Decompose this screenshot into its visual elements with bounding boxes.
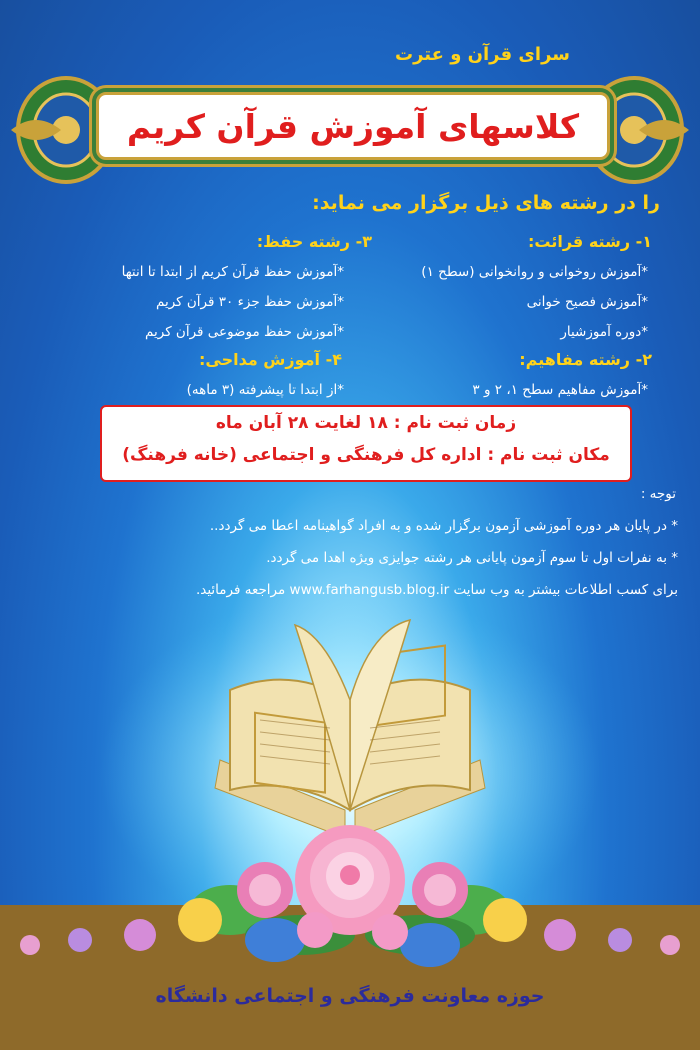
list-item: *آموزش مفاهیم سطح ۱، ۲ و ۳ bbox=[472, 382, 648, 398]
section-heading-mafahim: ۲- رشته مفاهیم: bbox=[519, 350, 652, 369]
notes-title: توجه : bbox=[640, 486, 676, 502]
note-line-2: * به نفرات اول تا سوم آزمون پایانی هر رشته جوایزی ویژه اهدا می گردد. bbox=[266, 550, 678, 566]
list-item: *آموزش حفظ جزء ۳۰ قرآن کریم bbox=[155, 294, 344, 310]
banner-box bbox=[96, 92, 610, 160]
registration-place: مکان ثبت نام : اداره کل فرهنگی و اجتماعی (خانه فرهنگ) bbox=[122, 445, 610, 465]
flowers-illustration bbox=[0, 820, 700, 970]
note-line-3: برای کسب اطلاعات بیشتر به وب سایت www.farhangusb.blog.ir مراجعه فرمائید. bbox=[195, 582, 678, 598]
section-heading-hefz: ۳- رشته حفظ: bbox=[256, 232, 372, 251]
registration-box bbox=[100, 405, 632, 482]
section-heading-maddahi: ۴- آموزش مداحی: bbox=[198, 350, 342, 369]
list-item: *آموزش فصیح خوانی bbox=[526, 294, 648, 310]
top-title: سرای قرآن و عترت bbox=[395, 44, 570, 65]
note-line-1: * در پایان هر دوره آموزشی آزمون برگزار شده و به افراد گواهینامه اعطا می گردد.. bbox=[209, 518, 678, 534]
list-item: *آموزش حفظ موضوعی قرآن کریم bbox=[145, 324, 344, 340]
list-item: *آموزش حفظ قرآن کریم از ابتدا تا انتها bbox=[121, 264, 344, 280]
banner-title: کلاسهای آموزش قرآن کریم bbox=[126, 106, 580, 146]
title-banner bbox=[6, 70, 694, 190]
footer-text: حوزه معاونت فرهنگی و اجتماعی دانشگاه bbox=[155, 985, 545, 1007]
list-item: *آموزش روخوانی و روانخوانی (سطح ۱) bbox=[421, 264, 648, 280]
list-item: *دوره آموزشیار bbox=[560, 324, 648, 340]
quran-book-illustration bbox=[200, 610, 500, 850]
list-item: *از ابتدا تا پیشرفته (۳ ماهه) bbox=[186, 382, 344, 398]
intro-line: را در رشته های ذیل برگزار می نماید: bbox=[312, 192, 660, 214]
section-heading-qiraat: ۱- رشته قرائت: bbox=[528, 232, 652, 251]
registration-time: زمان ثبت نام : ۱۸ لغایت ۲۸ آبان ماه bbox=[215, 413, 517, 433]
